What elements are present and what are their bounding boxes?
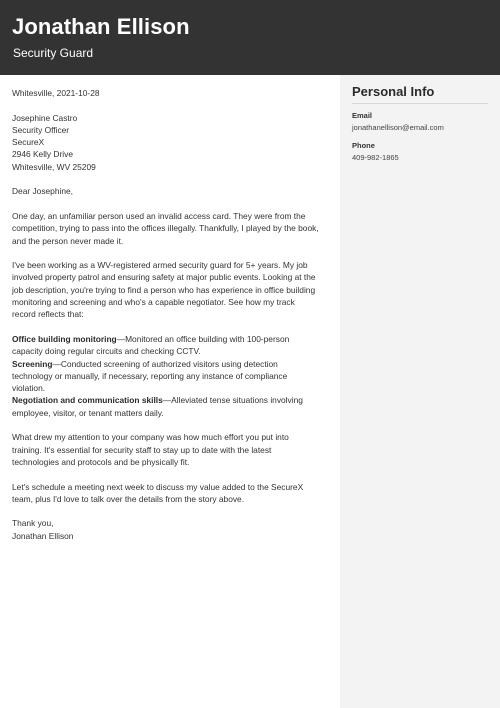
paragraph-motivation xyxy=(12,431,330,468)
recipient-name: Josephine Castro xyxy=(12,112,78,123)
phone-value: 409-982-1865 xyxy=(352,153,399,162)
achievement-text: employee, visitor, or tenant matters daily. xyxy=(12,407,164,418)
date-line: Whitesville, 2021-10-28 xyxy=(12,88,100,98)
recipient-address xyxy=(12,112,330,173)
recipient-street: 2946 Kelly Drive xyxy=(12,149,73,160)
paragraph-opening xyxy=(12,210,330,247)
achievement-text: technology or manually, if necessary, reporting any instance of compliance xyxy=(12,370,288,381)
paragraph-line: job description, you're trying to find a person who has experience in office building xyxy=(12,284,316,295)
closing-text: Thank you, xyxy=(12,518,54,529)
paragraph-line: monitoring and screening and who's a capable negotiator. See how my track xyxy=(12,297,295,308)
phone-label: Phone xyxy=(352,141,375,150)
salutation-text: Dear Josephine, xyxy=(12,186,73,197)
header-banner xyxy=(0,0,500,75)
achievement-text: capacity doing regular circuits and checking CCTV. xyxy=(12,346,201,357)
job-title: Security Guard xyxy=(13,46,94,60)
letter-date xyxy=(12,87,330,99)
achievement-item xyxy=(12,394,330,406)
paragraph-line: One day, an unfamiliar person used an invalid access card. They were from the xyxy=(12,210,306,221)
paragraph-line: What drew my attention to your company was how much effort you put into xyxy=(12,432,289,443)
paragraph-call-to-action xyxy=(12,481,330,506)
signature-name: Jonathan Ellison xyxy=(12,530,74,541)
achievement-title: Office building monitoring xyxy=(12,333,117,344)
recipient-company: SecureX xyxy=(12,137,45,148)
achievements-list xyxy=(12,333,330,419)
recipient-city: Whitesville, WV 25209 xyxy=(12,161,96,172)
personal-info-heading: Personal Info xyxy=(352,84,435,99)
achievement-title: Negotiation and communication skills xyxy=(12,395,163,406)
achievement-item xyxy=(12,358,330,370)
applicant-name: Jonathan Ellison xyxy=(12,14,190,39)
personal-info-sidebar xyxy=(340,75,500,708)
achievement-text: violation. xyxy=(12,383,46,394)
achievement-text: —Monitored an office building with 100-person xyxy=(116,333,290,344)
achievement-item xyxy=(12,333,330,345)
paragraph-line: and the person never made it. xyxy=(12,235,124,246)
email-label: Email xyxy=(352,111,373,120)
paragraph-line: competition, trying to pass into the offices illegally. Thankfully, I played by the book, xyxy=(12,223,319,234)
recipient-position: Security Officer xyxy=(12,124,70,135)
salutation xyxy=(12,185,330,197)
email-value[interactable]: jonathanellison@email.com xyxy=(352,123,444,132)
cover-letter-body xyxy=(12,87,330,554)
sign-off xyxy=(12,517,330,542)
paragraph-line: I've been working as a WV-registered armed security guard for 5+ years. My job xyxy=(12,260,308,271)
paragraph-line: involved property patrol and ensuring safety at major public events. Looking at the xyxy=(12,272,316,283)
achievement-title: Screening xyxy=(12,358,53,369)
paragraph-line: Let's schedule a meeting next week to discuss my value added to the SecureX xyxy=(12,481,304,492)
achievement-text: —Alleviated tense situations involving xyxy=(162,395,303,406)
paragraph-line: record reflects that: xyxy=(12,309,84,320)
achievement-text: —Conducted screening of authorized visitors using detection xyxy=(52,358,278,369)
sidebar-divider xyxy=(352,103,488,104)
paragraph-line: technologies and protocols and be physically fit. xyxy=(12,456,190,467)
paragraph-line: team, plus I'd love to talk over the details from the story above. xyxy=(12,493,245,504)
paragraph-line: training. It's essential for security staff to stay up to date with the latest xyxy=(12,444,272,455)
paragraph-experience xyxy=(12,259,330,320)
